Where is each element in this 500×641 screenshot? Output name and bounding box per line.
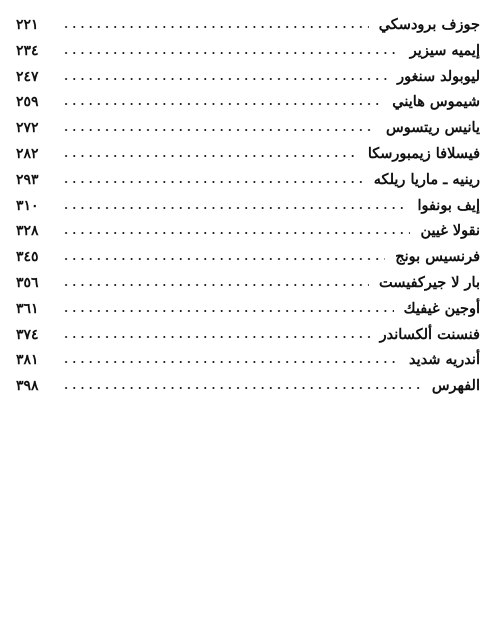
toc-page-number: ٣١٠ [16, 197, 39, 214]
toc-page-number: ٣٨١ [16, 352, 39, 369]
toc-dot-leader [62, 181, 364, 183]
toc-entry-title: إيميه سيزير [409, 41, 480, 59]
toc-entry-title: نقولا غيين [420, 222, 480, 240]
toc-entry [0, 89, 500, 115]
toc-page-number: ٢٨٢ [16, 145, 39, 162]
toc-entry [0, 115, 500, 141]
toc-entry [0, 373, 500, 399]
toc-page-number: ٣٩٨ [16, 378, 39, 395]
toc-entry [0, 296, 500, 322]
toc-entry-title: أندريه شديد [409, 351, 480, 369]
toc-entry-title: جوزف برودسكي [378, 16, 480, 33]
toc-dot-leader [62, 78, 387, 80]
toc-page-number: ٢٣٤ [16, 42, 39, 59]
toc-entry-title: فيسلافا زيمبورسكا [367, 144, 480, 162]
toc-entry-title: ليوبولد سنغور [397, 67, 480, 85]
toc-dot-leader [62, 26, 369, 28]
toc-entry-title: يانيس ريتسوس [386, 119, 480, 137]
toc-page-number: ٢٤٧ [16, 68, 39, 85]
toc-entry-title: الفهرس [431, 377, 480, 395]
toc-dot-leader [62, 310, 394, 312]
toc-entry-title: شيموس هايني [392, 93, 480, 111]
toc-page-number: ٢٧٢ [16, 120, 39, 137]
toc-entry [0, 193, 500, 219]
toc-page-number: ٣٧٤ [16, 326, 39, 343]
toc-dot-leader [62, 284, 369, 286]
toc-dot-leader [62, 336, 370, 338]
toc-dot-leader [62, 232, 410, 234]
toc-entry [0, 64, 500, 90]
toc-dot-leader [62, 52, 400, 54]
toc-page-number: ٢٢١ [16, 17, 39, 33]
toc-page-number: ٣٦١ [16, 300, 39, 317]
toc-dot-leader [62, 155, 358, 157]
toc-page-number: ٢٥٩ [16, 94, 39, 111]
toc-dot-leader [62, 387, 422, 389]
toc-entry [0, 244, 500, 270]
toc-dot-leader [62, 103, 382, 105]
toc-page-number: ٣٤٥ [16, 249, 39, 266]
toc-dot-leader [62, 361, 399, 363]
toc-entry [0, 218, 500, 244]
toc-entry [0, 38, 500, 64]
toc-entry-title: بار لا جيركفيست [379, 273, 480, 291]
toc-entry [0, 270, 500, 296]
toc-page-number: ٣٥٦ [16, 274, 39, 291]
toc-page-number: ٢٩٣ [16, 171, 39, 188]
toc-entry-title: إيف بونفوا [417, 196, 480, 214]
toc-entry-title: فنسنت ألكساندر [379, 325, 480, 343]
toc-entry-title: رينيه ـ ماريا ريلكه [373, 170, 480, 188]
toc-entry [0, 347, 500, 373]
toc-entry [0, 322, 500, 348]
toc-dot-leader [62, 207, 407, 209]
toc-page-number: ٣٢٨ [16, 223, 39, 240]
toc-entry [0, 12, 500, 38]
toc-entry [0, 167, 500, 193]
table-of-contents [0, 12, 500, 399]
toc-entry-title: فرنسيس بونج [395, 248, 480, 266]
toc-entry [0, 141, 500, 167]
toc-dot-leader [62, 258, 385, 260]
toc-entry-title: أوجين غيفيك [403, 299, 480, 317]
toc-dot-leader [62, 129, 376, 131]
